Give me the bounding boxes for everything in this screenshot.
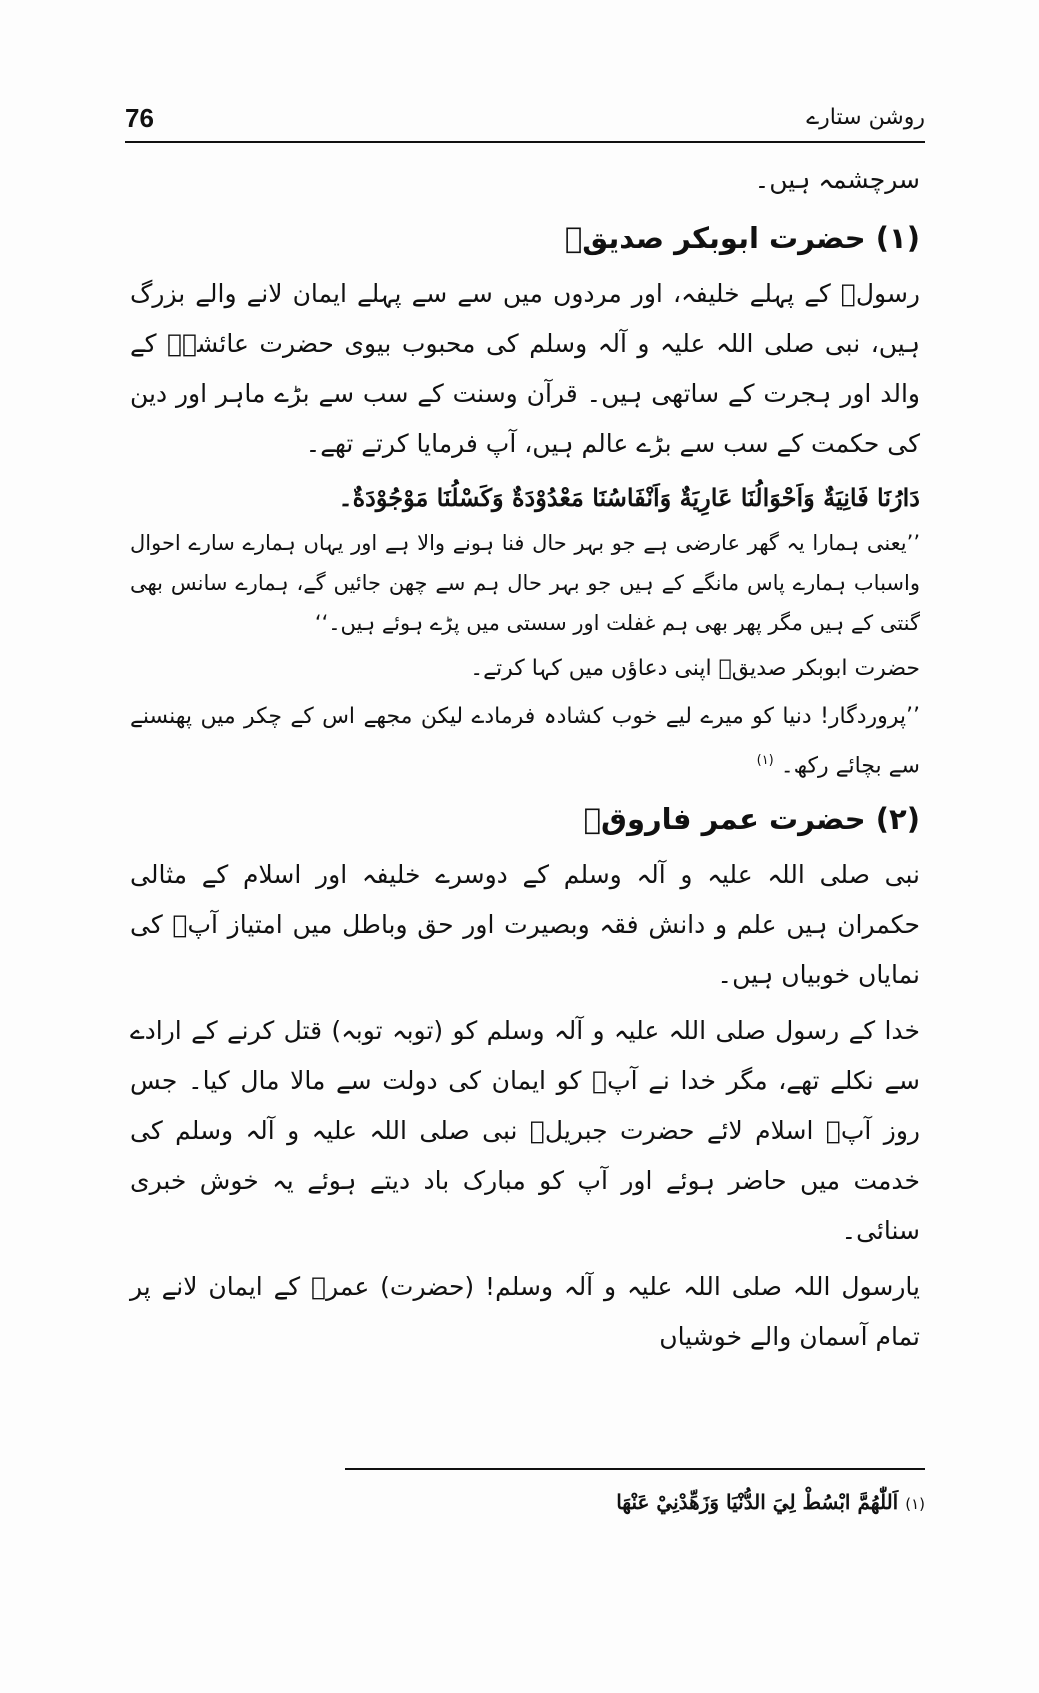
prayer-text: ’’پروردگار! دنیا کو میرے لیے خوب کشادہ فرمادے لیکن مجھے اس کے چکر میں پھنسنے سے بچائے رکھ۔ bbox=[130, 704, 920, 779]
arabic-saying: دَارُنَا فَانِيَةٌ وَاَحْوَالُنَا عَارِيَةٌ وَاَنْفَاسُنَا مَعْدُوْدَةٌ وَكَسْلُنَا مَوْجُوْدَةٌ۔ bbox=[338, 483, 920, 512]
footnote bbox=[345, 1485, 925, 1521]
umar-paragraph-3: یارسول اللہ صلی اللہ علیہ و آلہ وسلم! (حضرت) عمرؓ کے ایمان لانے پر تمام آسمان والے خوشیاں bbox=[130, 1272, 920, 1352]
abu-bakr-paragraph: رسولؐ کے پہلے خلیفہ، اور مردوں میں سے سے پہلے ایمان لانے والے بزرگ ہیں، نبی صلی اللہ علیہ و آلہ وسلم کی محبوب بیوی حضرت عائشہؓ کے والد اور ہجرت کے ساتھی ہیں۔ قرآن وسنت کے سب سے بڑے ماہر اور دین کی حکمت کے سب سے بڑے عالم ہیں، آپ فرمایا کرتے تھے۔ bbox=[130, 279, 920, 458]
running-title: روشن ستارے bbox=[806, 105, 925, 130]
page-header bbox=[125, 100, 925, 140]
footnote-reference: (۱) bbox=[756, 753, 774, 768]
footnote-text: اَللّٰهُمَّ ابْسُطْ لِيَ الدُّنْيَا وَزَهِّدْنِيْ عَنْهَا bbox=[616, 1490, 899, 1514]
page-content bbox=[130, 155, 920, 1368]
footnote-divider bbox=[345, 1468, 925, 1470]
prayer-quote bbox=[130, 695, 920, 788]
section-heading-umar: (۲) حضرت عمر فاروقؓ bbox=[583, 802, 920, 837]
footnote-marker: (۱) bbox=[905, 1495, 925, 1513]
header-divider bbox=[125, 141, 925, 143]
umar-paragraph-1: نبی صلی اللہ علیہ و آلہ وسلم کے دوسرے خلیفہ اور اسلام کے مثالی حکمران ہیں علم و دانش فقہ وبصیرت اور حق وباطل میں امتیاز آپؓ کی نمایاں خوبیاں ہیں۔ bbox=[130, 860, 920, 990]
umar-paragraph-2: خدا کے رسول صلی اللہ علیہ و آلہ وسلم کو (توبہ توبہ) قتل کرنے کے ارادے سے نکلے تھے، مگر خدا نے آپؓ کو ایمان کی دولت سے مالا مال کیا۔ جس روز آپؓ اسلام لائے حضرت جبریلؑ نبی صلی اللہ علیہ و آلہ وسلم کی خدمت میں حاضر ہوئے اور آپ کو مبارک باد دیتے ہوئے یہ خوش خبری سنائی۔ bbox=[130, 1016, 920, 1246]
saying-translation: ’’یعنی ہمارا یہ گھر عارضی ہے جو بہر حال فنا ہونے والا ہے اور یہاں ہمارے سارے احوال واسباب ہمارے پاس مانگے کے ہیں جو بہر حال ہم سے چھن جائیں گے، ہمارے سانس بھی گنتی کے ہیں مگر پھر بھی ہم غفلت اور سستی میں پڑے ہوئے ہیں۔‘‘ bbox=[130, 531, 920, 635]
prayer-intro: حضرت ابوبکر صدیقؓ اپنی دعاؤں میں کہا کرتے۔ bbox=[470, 656, 920, 681]
section-heading-abu-bakr: (۱) حضرت ابوبکر صدیقؓ bbox=[564, 221, 920, 255]
page-number: 76 bbox=[125, 103, 154, 133]
intro-line: سرچشمہ ہیں۔ bbox=[754, 165, 920, 194]
